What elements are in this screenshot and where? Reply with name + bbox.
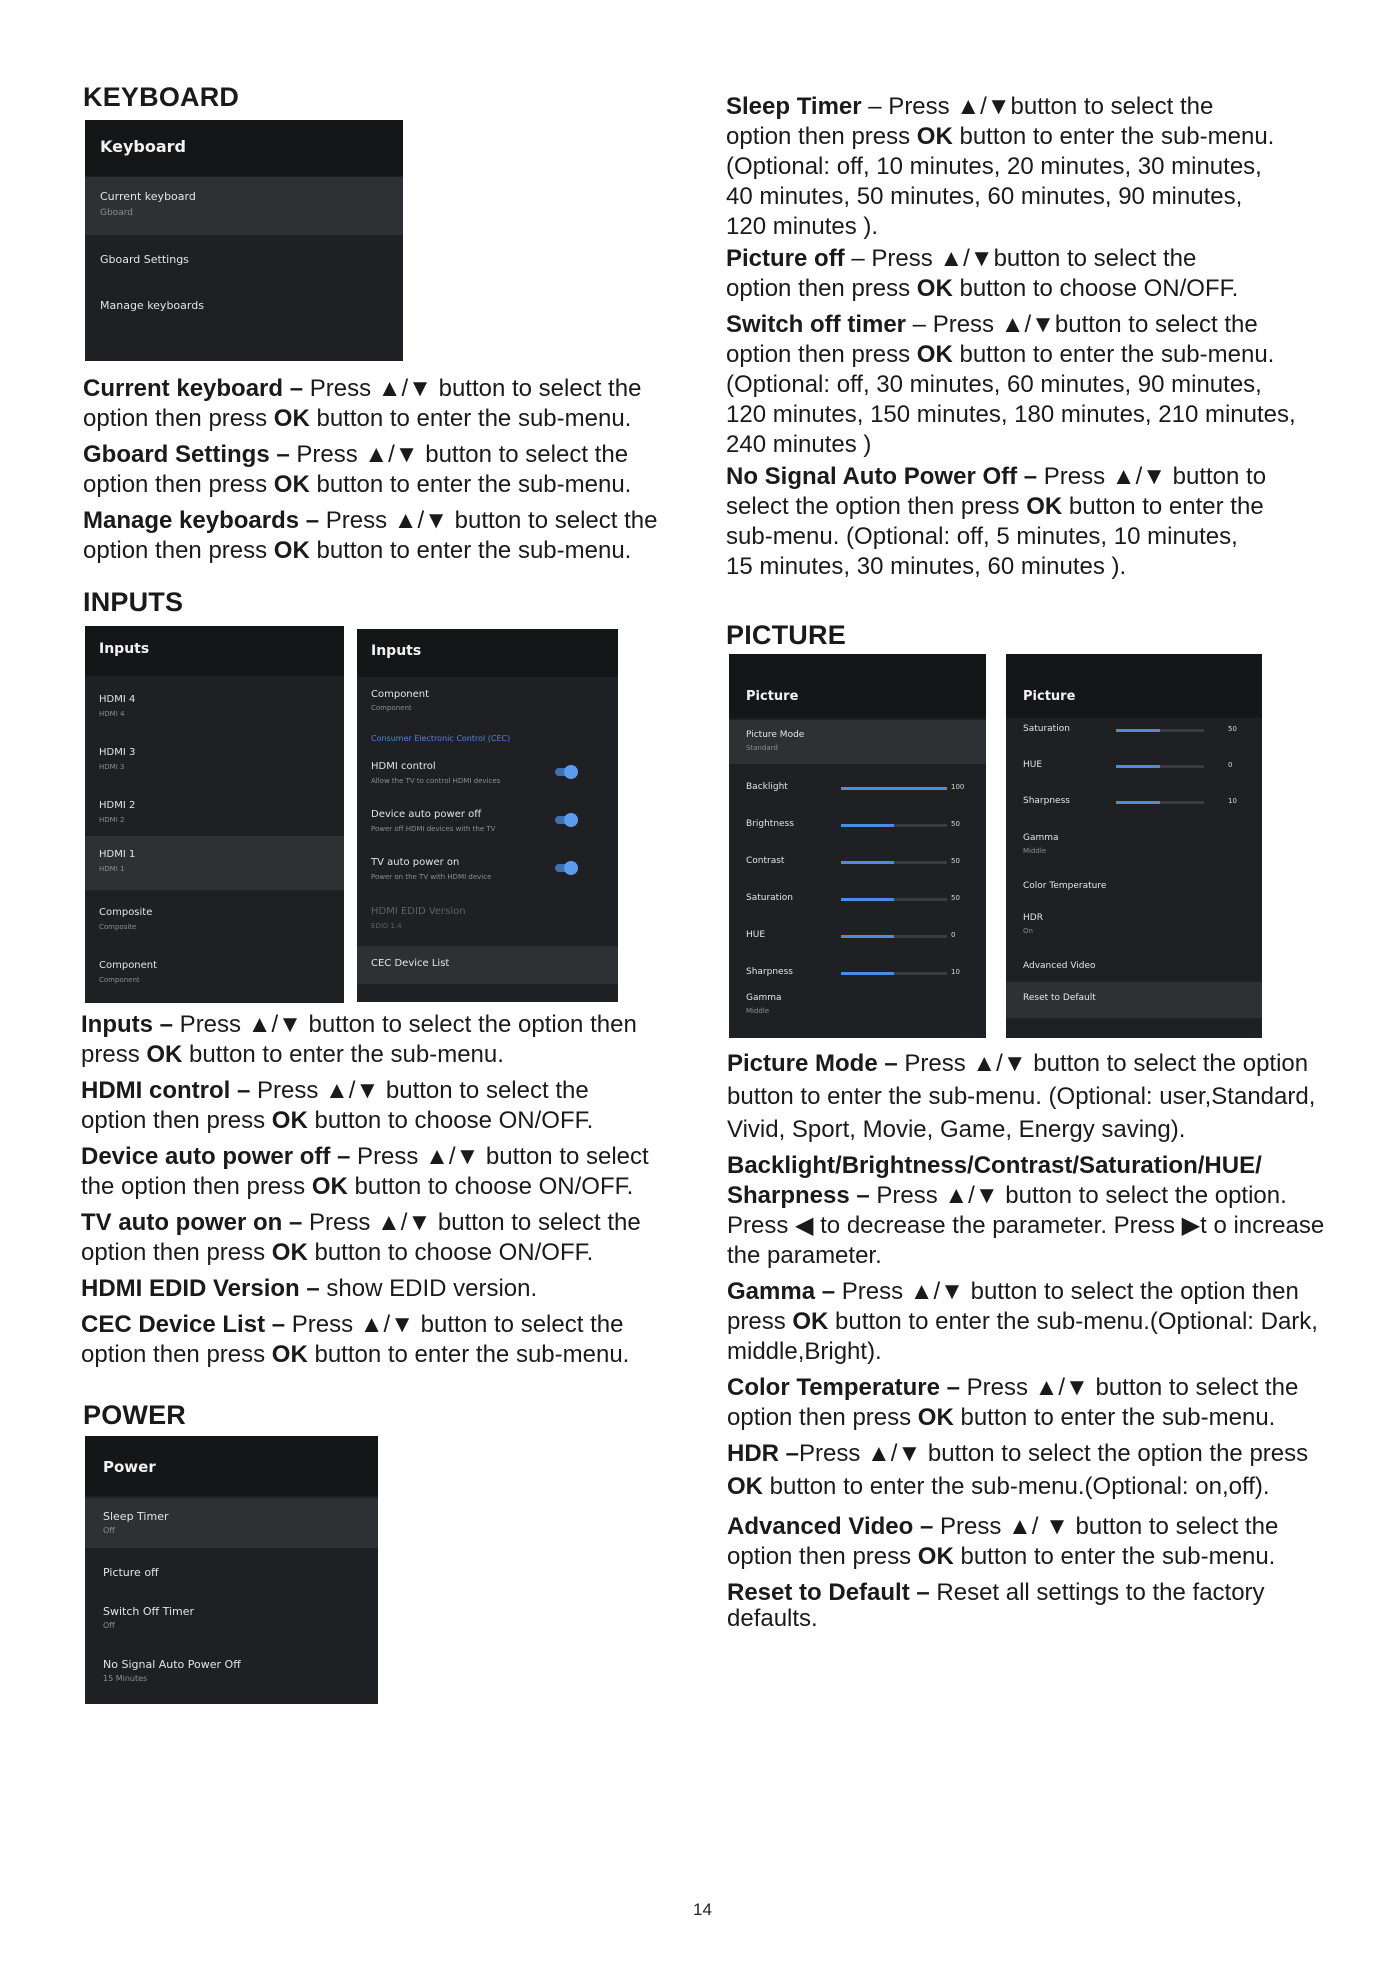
term-gboard-settings: Gboard Settings – [83,441,290,468]
power-item-sleep-timer: Sleep Timer Off [85,1498,378,1548]
input-item: HDMI 2 HDMI 2 [99,800,136,824]
picture-heading: PICTURE [726,620,846,650]
keyboard-description: Current keyboard – Press ▲/▼ button to select the option then press OK button to enter the sub-menu. Gboard Settings – Press ▲/▼ button to select the option then press OK button to enter the sub-menu. Manage keyboards – Press ▲/▼ button to select the option then press OK button to enter the sub-menu. [83,375,658,564]
power-item-picture-off: Picture off [103,1566,159,1579]
slider-value: 50 [951,894,960,902]
power-menu-screenshot [85,1436,378,1704]
picture-slider-row [1006,792,1262,816]
slider-fill [841,787,947,790]
slider-label: Backlight [746,782,788,792]
slider-value: 100 [951,783,965,791]
input-item: Composite Composite [99,907,153,931]
term-picture-mode: Picture Mode – [727,1050,898,1077]
keyboard-item-label: Current keyboard [100,190,196,203]
slider-value: 50 [951,857,960,865]
slider-track [841,935,947,938]
toggle-switch-icon [555,864,575,872]
inputs-heading: INPUTS [83,587,184,617]
slider-value: 50 [1228,725,1237,733]
slider-value: 0 [1228,761,1233,769]
inputs-cec-menu-screenshot [357,629,618,1002]
slider-track [841,787,947,790]
keyboard-menu-title: Keyboard [100,137,186,156]
picture-description: Picture Mode – Press ▲/▼ button to select the option button to enter the sub-menu. (Optional: user,Standard, Vivid, Sport, Movie, Game, Energy saving). Backlight/Brightness/Contrast/Saturation/HUE/ Sharpness – Press ▲/▼ button to select the option. Press ◀ to decrease the parameter. Press ▶t o increase the parameter. Gamma – Press ▲/▼ button to select the option then press OK button to enter the sub-menu.(Optional: Dark, middle,Bright). Color Temperature – Press ▲/▼ button to select the option then press OK button to enter the sub-menu. HDR –Press ▲/▼ button to select the option the press OK button to enter the sub-menu.(Optional: on,off). Advanced Video – Press ▲/ ▼ button to select the option then press OK button to enter the sub-menu. Reset to Default – Reset all settings to the factory defaults. [727,1050,1325,1632]
toggle-switch-icon [555,768,575,776]
keyboard-item-current [85,177,403,235]
slider-value: 0 [951,931,956,939]
cec-section-header: Consumer Electronic Control (CEC) [371,734,511,743]
input-item: HDMI 3 HDMI 3 [99,747,136,771]
slider-track [841,898,947,901]
input-item-selected: HDMI 1 HDMI 1 [85,836,344,890]
keyboard-item-sub: Gboard [100,208,133,218]
term-no-signal-auto-power-off: No Signal Auto Power Off – [726,463,1038,490]
picture-menu-screenshot-2 [1006,654,1262,1038]
keyboard-item-label: Gboard Settings [100,253,189,266]
picture-mode-item: Picture Mode Standard [729,720,986,764]
power-menu-title: Power [103,1458,156,1476]
inputs-description: Inputs – Press ▲/▼ button to select the option then press OK button to enter the sub-menu. HDMI control – Press ▲/▼ button to select the option then press OK button to choose ON/OFF. Device auto power off – Press ▲/▼ button to select the option then press OK button to choose ON/OFF. TV auto power on – Press ▲/▼ button to select the option then press OK button to choose ON/OFF. HDMI EDID Version – show EDID version. CEC Device List – Press ▲/▼ button to select the option then press OK button to enter the sub-menu. [81,1011,649,1368]
slider-label: Sharpness [1023,796,1070,806]
picture-slider-row [729,778,986,802]
slider-fill [841,861,894,864]
picture2-reset-item: Reset to Default [1006,982,1262,1018]
term-tv-auto-power-on: TV auto power on – [81,1209,303,1236]
slider-fill [841,972,894,975]
picture2-color-temp-item: Color Temperature [1023,881,1107,891]
slider-value: 10 [951,968,960,976]
term-picture-off: Picture off [726,245,845,272]
slider-track [1116,729,1204,732]
cec-hdmi-control-item: HDMI control Allow the TV to control HDMI devices [357,761,618,795]
term-manage-keyboards: Manage keyboards – [83,507,320,534]
cec-tv-auto-on-item: TV auto power on Power on the TV with HDMI device [357,857,618,891]
slider-label: HUE [1023,760,1043,770]
picture-menu-title: Picture [746,689,799,704]
keyboard-menu-screenshot [85,120,403,361]
term-gamma: Gamma – [727,1278,836,1305]
term-sleep-timer: Sleep Timer [726,93,862,120]
slider-label: Saturation [1023,724,1070,734]
inputs-menu-title: Inputs [99,641,150,657]
picture2-gamma-item: Gamma Middle [1023,833,1059,855]
slider-track [1116,765,1204,768]
slider-track [841,861,947,864]
slider-value: 50 [951,820,960,828]
slider-fill [1116,729,1160,732]
picture-gamma-item: Gamma Middle [746,993,782,1015]
power-description: Sleep Timer – Press ▲/▼button to select the option then press OK button to enter the sub-menu. (Optional: off, 10 minutes, 20 minutes, 30 minutes, 40 minutes, 50 minutes, 60 minutes, 90 minutes, 120 minutes ). Picture off – Press ▲/▼button to select the option then press OK button to choose ON/OFF. Switch off timer – Press ▲/▼button to select the option then press OK button to enter the sub-menu. (Optional: off, 30 minutes, 60 minutes, 90 minutes, 120 minutes, 150 minutes, 180 minutes, 210 minutes, 240 minutes ) No Signal Auto Power Off – Press ▲/▼ button to select the option then press OK button to enter the sub-menu. (Optional: off, 5 minutes, 10 minutes, 15 minutes, 30 minutes, 60 minutes ). [726,93,1296,580]
slider-fill [841,824,894,827]
picture-slider-row [729,926,986,950]
toggle-switch-icon [555,816,575,824]
picture-slider-row [729,889,986,913]
term-color-temperature: Color Temperature – [727,1374,960,1401]
term-device-auto-power-off: Device auto power off – [81,1143,351,1170]
picture-slider-row [1006,756,1262,780]
picture-slider-row [729,963,986,987]
input-item: Component Component [99,960,158,984]
keyboard-item-label: Manage keyboards [100,299,204,312]
term-cec-device-list: CEC Device List – [81,1311,286,1338]
cec-edid-item: HDMI EDID Version EDID 1.4 [371,906,466,930]
term-backlight-group: Backlight/Brightness/Contrast/Saturation/HUE/ [727,1152,1262,1179]
picture2-hdr-item: HDR On [1023,913,1043,935]
slider-label: Contrast [746,856,785,866]
term-hdr: HDR – [727,1440,800,1467]
input-item: HDMI 4 HDMI 4 [99,694,136,718]
term-reset-to-default: Reset to Default – [727,1579,930,1606]
power-heading: POWER [83,1400,187,1430]
keyboard-item-gboard-settings [85,248,403,284]
slider-label: HUE [746,930,766,940]
slider-label: Saturation [746,893,793,903]
power-item-no-signal: No Signal Auto Power Off 15 Minutes [103,1658,241,1683]
picture-menu-screenshot [729,654,986,1038]
slider-value: 10 [1228,797,1237,805]
slider-track [841,972,947,975]
term-inputs: Inputs – [81,1011,174,1038]
term-switch-off-timer: Switch off timer [726,311,907,338]
power-item-switch-off-timer: Switch Off Timer Off [103,1605,195,1630]
slider-label: Sharpness [746,967,793,977]
page-number: 14 [693,1900,712,1919]
slider-label: Brightness [746,819,794,829]
keyboard-heading: KEYBOARD [83,82,240,112]
picture-slider-row [729,852,986,876]
picture2-advanced-item: Advanced Video [1023,961,1096,971]
keyboard-item-manage [85,294,403,330]
slider-track [841,824,947,827]
cec-device-auto-off-item: Device auto power off Power off HDMI devices with the TV [357,809,618,843]
slider-fill [1116,801,1160,804]
cec-component-item: Component Component [371,689,430,712]
term-advanced-video: Advanced Video – [727,1513,934,1540]
slider-track [1116,801,1204,804]
inputs-menu-screenshot [85,626,344,1003]
slider-fill [841,898,894,901]
slider-fill [1116,765,1160,768]
picture-slider-row [1006,720,1262,744]
picture-slider-row [729,815,986,839]
term-current-keyboard: Current keyboard – [83,375,304,402]
term-hdmi-control: HDMI control – [81,1077,251,1104]
inputs-cec-menu-title: Inputs [371,643,422,659]
picture-menu-2-title: Picture [1023,689,1076,704]
cec-device-list-item: CEC Device List [357,946,618,984]
slider-fill [841,935,894,938]
term-hdmi-edid-version: HDMI EDID Version – [81,1275,320,1302]
